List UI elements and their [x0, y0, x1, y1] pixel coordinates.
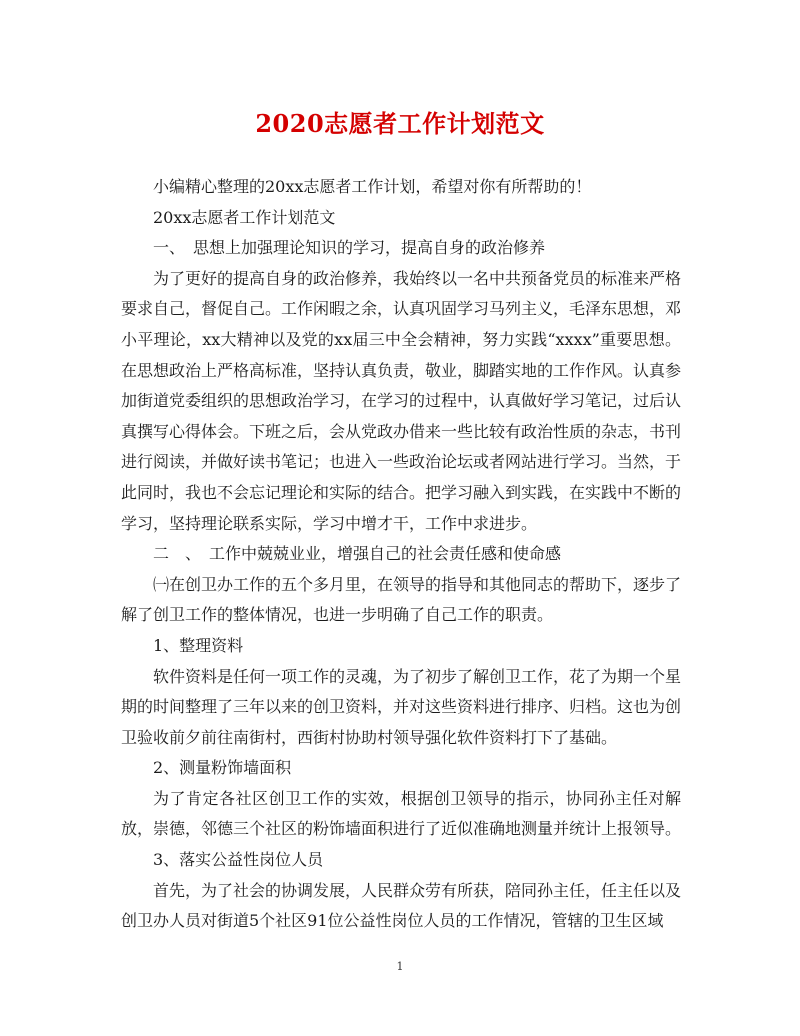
- list-heading-1: 1、整理资料: [153, 635, 244, 655]
- document-body: [121, 172, 681, 937]
- page-number: 1: [396, 960, 404, 973]
- body-paragraph: 为了肯定各社区创卫工作的实效，根据创卫领导的指示，协同孙主任对解放，崇德，邻德三个社区的粉饰墙面积进行了近似准确地测量并统计上报领导。: [121, 788, 682, 839]
- intro-paragraph: 小编精心整理的20xx志愿者工作计划，希望对你有所帮助的！: [153, 177, 592, 196]
- list-heading-3: 3、落实公益性岗位人员: [153, 850, 324, 870]
- body-paragraph: 首先，为了社会的协调发展，人民群众劳有所获，陪同孙主任，任主任以及创卫办人员对街道5个社区91位公益性岗位人员的工作情况，管辖的卫生区域: [121, 880, 682, 931]
- list-heading-2: 2、测量粉饰墙面积: [153, 758, 292, 778]
- section-heading-2: 二 、 工作中兢兢业业，增强自己的社会责任感和使命感: [153, 544, 562, 564]
- body-paragraph: ㈠在创卫办工作的五个多月里，在领导的指导和其他同志的帮助下，逐步了解了创卫工作的整体情况，也进一步明确了自己工作的职责。: [121, 574, 682, 625]
- section-heading-1: 一、 思想上加强理论知识的学习，提高自身的政治修养: [153, 238, 546, 258]
- body-paragraph: 软件资料是任何一项工作的灵魂，为了初步了解创卫工作，花了为期一个星期的时间整理了三年以来的创卫资料，并对这些资料进行排序、归档。这也为创卫验收前夕前往南街村，西街村协助村领导强化软件资料打下了基础。: [121, 666, 682, 747]
- body-paragraph: 为了更好的提高自身的政治修养，我始终以一名中共预备党员的标准来严格要求自己，督促自己。工作闲暇之余，认真巩固学习马列主义，毛泽东思想，邓小平理论，xx大精神以及党的xx届三中全会精神，努力实践“xxxx”重要思想。在思想政治上严格高标准，坚持认真负责，敬业，脚踏实地的工作作风。认真参加街道党委组织的思想政治学习，在学习的过程中，认真做好学习笔记，过后认真撰写心得体会。下班之后，会从党政办借来一些比较有政治性质的杂志，书刊进行阅读，并做好读书笔记；也进入一些政治论坛或者网站进行学习。当然，于此同时，我也不会忘记理论和实际的结合。把学习融入到实践，在实践中不断的学习，坚持理论联系实际，学习中增才干，工作中求进步。: [121, 268, 682, 533]
- document-title: 2020志愿者工作计划范文: [255, 109, 545, 138]
- subtitle-paragraph: 20xx志愿者工作计划范文: [153, 207, 336, 227]
